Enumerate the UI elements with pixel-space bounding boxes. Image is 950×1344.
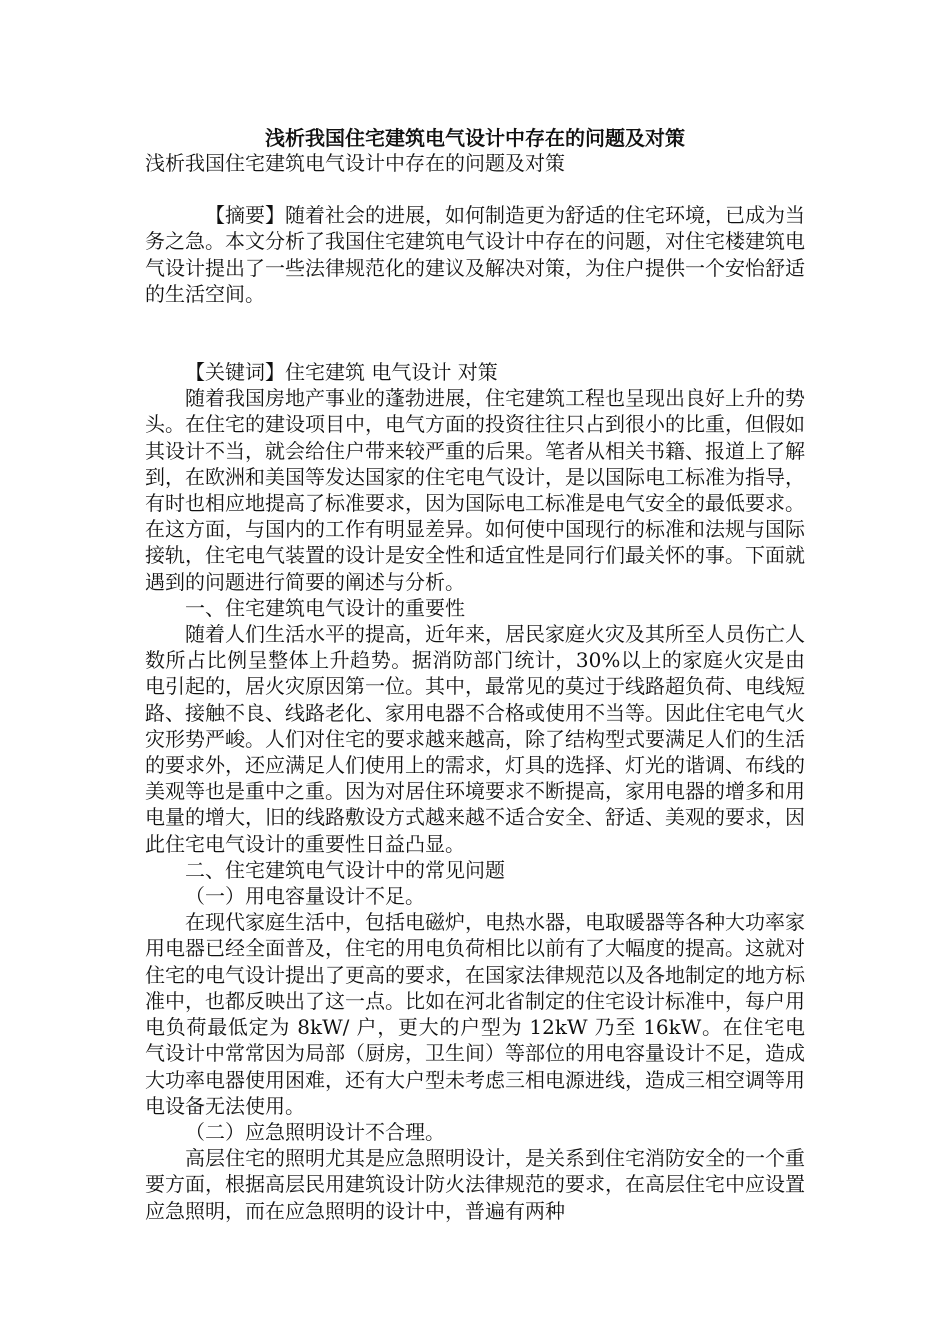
- subsection-heading: （一）用电容量设计不足。: [185, 884, 425, 909]
- body-paragraph: 随着人们生活水平的提高，近年来，居民家庭火灾及其所至人员伤亡人数所占比例呈整体上升趋势。据消防部门统计，30%以上的家庭火灾是由电引起的，居火灾原因第一位。其中，最常见的莫过于线路超负荷、电线短路、接触不良、线路老化、家用电器不合格或使用不当等。因此住宅电气火灾形势严峻。人们对住宅的要求越来越高，除了结构型式要满足人们的生活的要求外，还应满足人们使用上的需求，灯具的选择、灯光的谐调、布线的美观等也是重中之重。因为对居住环境要求不断提高，家用电器的增多和用电量的增大，旧的线路敷设方式越来越不适合安全、舒适、美观的要求，因此住宅电气设计的重要性日益凸显。: [145, 622, 805, 856]
- section-heading: 一、住宅建筑电气设计的重要性: [185, 595, 465, 620]
- spacer: [145, 176, 805, 202]
- document-title: 浅析我国住宅建筑电气设计中存在的问题及对策: [265, 126, 685, 150]
- document-page: [145, 118, 805, 1224]
- subsection-heading: （二）应急照明设计不合理。: [185, 1119, 445, 1144]
- spacer: [145, 307, 805, 359]
- body-paragraph: 在现代家庭生活中，包括电磁炉，电热水器，电取暖器等各种大功率家用电器已经全面普及，住宅的用电负荷相比以前有了大幅度的提高。这就对住宅的电气设计提出了更高的要求，在国家法律规范以及各地制定的地方标准中，也都反映出了这一点。比如在河北省制定的住宅设计标准中，每户用电负荷最低定为 8kW/ 户，更大的户型为 12kW 乃至 16kW。在住宅电气设计中常常因为局部（厨房，卫生间）等部位的用电容量设计不足，造成大功率电器使用困难，还有大户型未考虑三相电源进线，造成三相空调等用电设备无法使用。: [145, 910, 805, 1118]
- body-paragraph: 高层住宅的照明尤其是应急照明设计，是关系到住宅消防安全的一个重要方面，根据高层民用建筑设计防火法律规范的要求，在高层住宅中应设置应急照明，而在应急照明的设计中，普遍有两种: [145, 1146, 805, 1223]
- document-subtitle: 浅析我国住宅建筑电气设计中存在的问题及对策: [145, 151, 565, 175]
- keywords-line: 【关键词】住宅建筑 电气设计 对策: [185, 360, 498, 385]
- abstract-paragraph: 【摘要】随着社会的进展，如何制造更为舒适的住宅环境，已成为当务之急。本文分析了我国住宅建筑电气设计中存在的问题，对住宅楼建筑电气设计提出了一些法律规范化的建议及解决对策，为住户提供一个安怡舒适的生活空间。: [145, 203, 805, 306]
- body-paragraph: 随着我国房地产事业的蓬勃进展，住宅建筑工程也呈现出良好上升的势头。在住宅的建设项目中，电气方面的投资往往只占到很小的比重，但假如其设计不当，就会给住户带来较严重的后果。笔者从相关书籍、报道上了解到，在欧洲和美国等发达国家的住宅电气设计，是以国际电工标准为指导，有时也相应地提高了标准要求，因为国际电工标准是电气安全的最低要求。在这方面，与国内的工作有明显差异。如何使中国现行的标准和法规与国际接轨，住宅电气装置的设计是安全性和适宜性是同行们最关怀的事。下面就遇到的问题进行简要的阐述与分析。: [145, 386, 805, 594]
- section-heading: 二、住宅建筑电气设计中的常见问题: [185, 857, 505, 882]
